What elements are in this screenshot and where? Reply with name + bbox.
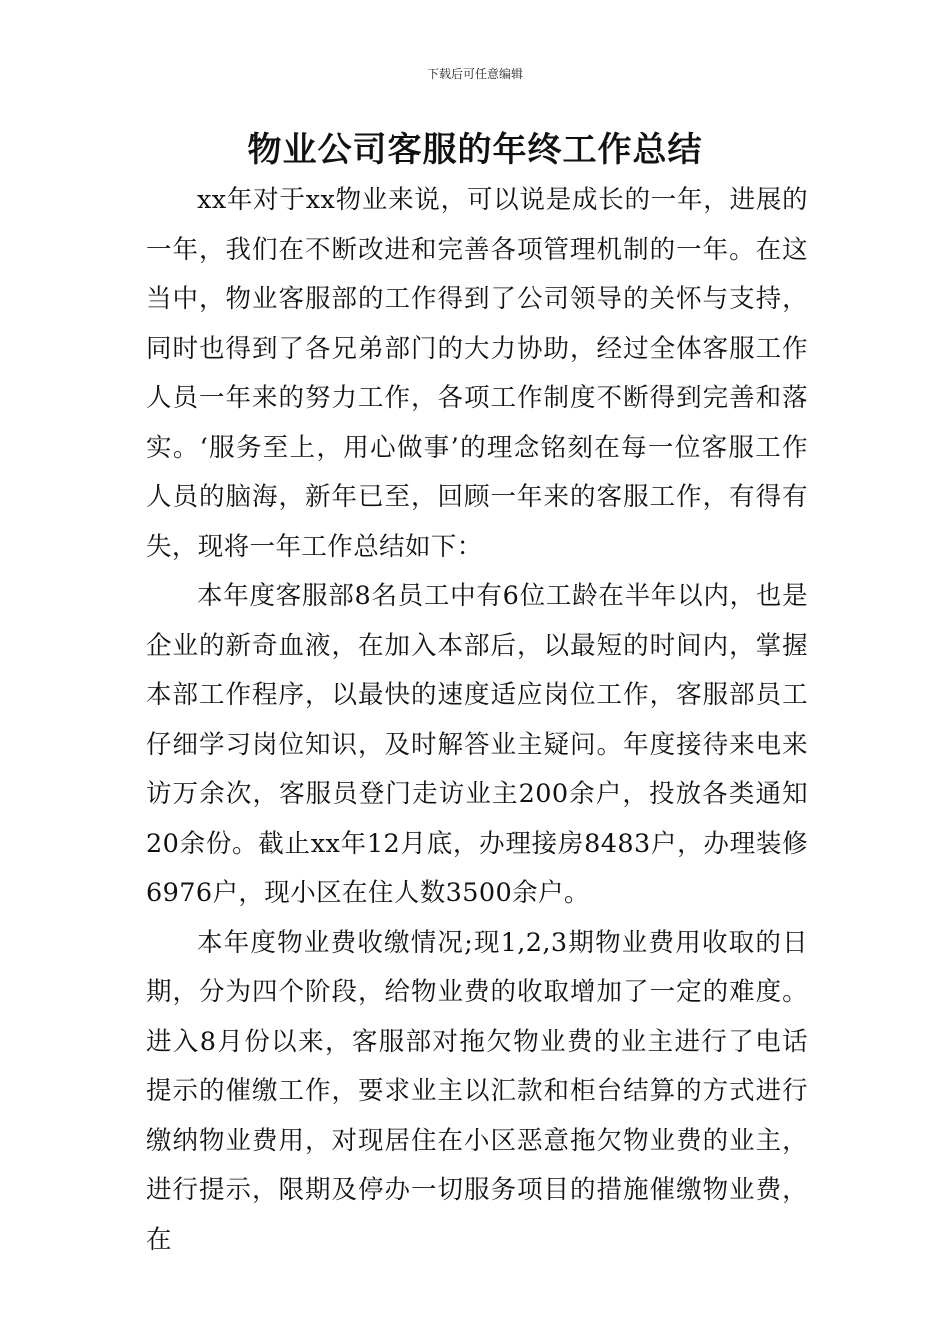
body-paragraph: xx年对于xx物业来说，可以说是成长的一年，进展的一年，我们在不断改进和完善各项管理机制的一年。在这当中，物业客服部的工作得到了公司领导的关怀与支持，同时也得到了各兄弟部门的大力协助，经过全体客服工作人员一年来的努力工作，各项工作制度不断得到完善和落实。‘服务至上，用心做事’的理念铭刻在每一位客服工作人员的脑海，新年已至，回顾一年来的客服工作，有得有失，现将一年工作总结如下： — [146, 185, 808, 562]
body-paragraph: 本年度物业费收缴情况;现1,2,3期物业费用收取的日期，分为四个阶段，给物业费的收取增加了一定的难度。进入8月份以来，客服部对拖欠物业费的业主进行了电话提示的催缴工作，要求业主以汇款和柜台结算的方式进行缴纳物业费用，对现居住在小区恶意拖欠物业费的业主，进行提示，限期及停办一切服务项目的措施催缴物业费，在 — [146, 927, 808, 1255]
header-note: 下载后可任意编辑 — [426, 67, 523, 81]
body-paragraph: 本年度客服部8名员工中有6位工龄在半年以内，也是企业的新奇血液，在加入本部后，以最短的时间内，掌握本部工作程序，以最快的速度适应岗位工作，客服部员工仔细学习岗位知识，及时解答业主疑问。年度接待来电来访万余次，客服员登门走访业主200余户，投放各类通知20余份。截止xx年12月底，办理接房8483户，办理装修6976户，现小区在住人数3500余户。 — [146, 581, 808, 908]
document-title: 物业公司客服的年终工作总结 — [247, 130, 703, 170]
document-body — [146, 176, 808, 1265]
